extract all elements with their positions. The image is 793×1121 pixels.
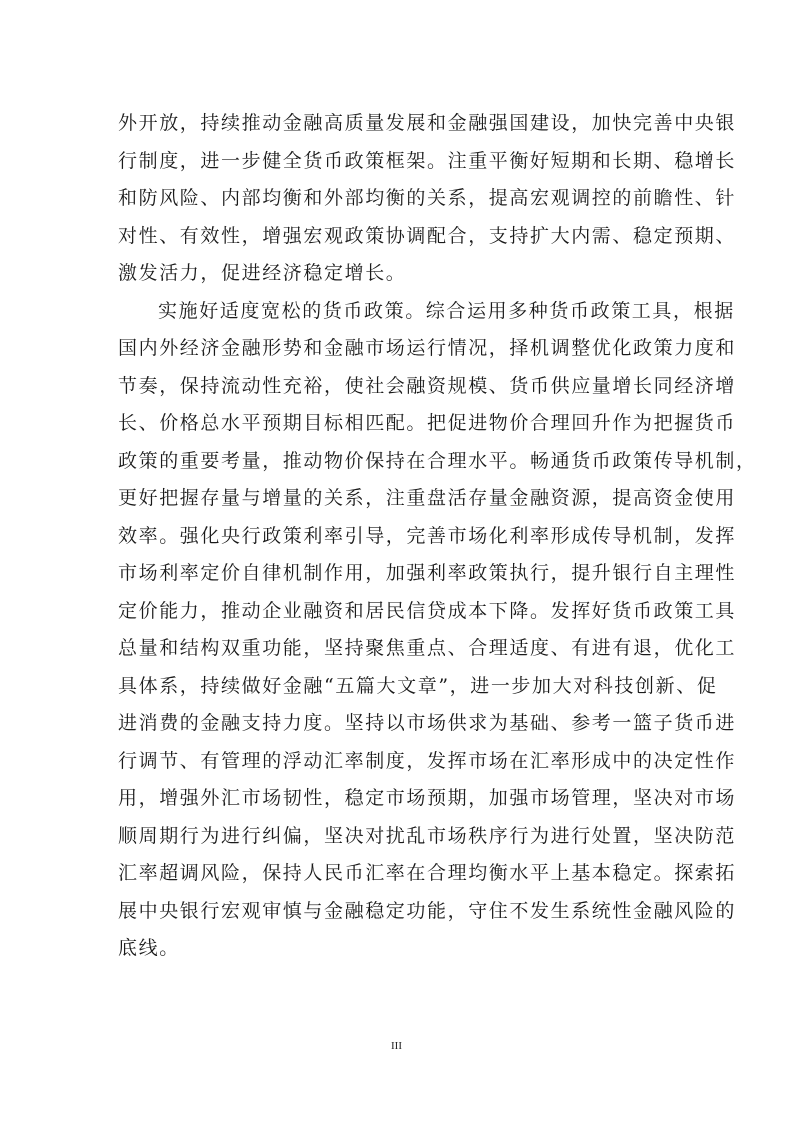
text-line: 行调节、有管理的浮动汇率制度，发挥市场在汇率形成中的决定性作 <box>118 749 737 772</box>
text-line: 国内外经济金融形势和金融市场运行情况，择机调整优化政策力度和 <box>118 337 737 359</box>
text-line: 底线。 <box>118 937 180 959</box>
text-line: 进消费的金融支持力度。坚持以市场供求为基础、参考一篮子货币进 <box>118 712 737 734</box>
text-line: 节奏，保持流动性充裕，使社会融资规模、货币供应量增长同经济增 <box>118 374 737 397</box>
text-line: 行制度，进一步健全货币政策框架。注重平衡好短期和长期、稳增长 <box>118 149 737 172</box>
text-line: 展中央银行宏观审慎与金融稳定功能，守住不发生系统性金融风险的 <box>118 899 737 922</box>
text-line: 效率。强化央行政策利率引导，完善市场化利率形成传导机制，发挥 <box>118 524 737 547</box>
text-line: 顺周期行为进行纠偏，坚决对扰乱市场秩序行为进行处置，坚决防范 <box>118 824 737 847</box>
paragraph-2 <box>118 293 757 968</box>
text-line: 激发活力，促进经济稳定增长。 <box>118 262 407 284</box>
text-line: 外开放，持续推动金融高质量发展和金融强国建设，加快完善中央银 <box>118 112 737 134</box>
text-line: 政策的重要考量，推动物价保持在合理水平。畅通货币政策传导机制， <box>118 449 757 472</box>
text-line: 汇率超调风险，保持人民币汇率在合理均衡水平上基本稳定。探索拓 <box>118 862 737 884</box>
text-line: 对性、有效性，增强宏观政策协调配合，支持扩大内需、稳定预期、 <box>118 224 737 247</box>
text-line: 长、价格总水平预期目标相匹配。把促进物价合理回升作为把握货币 <box>118 412 737 434</box>
page-number: III <box>391 1040 402 1052</box>
text-line: 总量和结构双重功能，坚持聚焦重点、合理适度、有进有退，优化工 <box>118 637 737 659</box>
text-line: 具体系，持续做好金融“五篇大文章”，进一步加大对科技创新、促 <box>118 674 718 697</box>
text-line: 用，增强外汇市场韧性，稳定市场预期，加强市场管理，坚决对市场 <box>118 787 737 809</box>
text-line: 更好把握存量与增量的关系，注重盘活存量金融资源，提高资金使用 <box>118 487 737 509</box>
text-line: 实施好适度宽松的货币政策。综合运用多种货币政策工具，根据 <box>158 299 735 322</box>
text-line: 市场利率定价自律机制作用，加强利率政策执行，提升银行自主理性 <box>118 562 737 584</box>
body-text <box>118 105 757 968</box>
text-line: 定价能力，推动企业融资和居民信贷成本下降。发挥好货币政策工具 <box>118 599 737 622</box>
text-line: 和防风险、内部均衡和外部均衡的关系，提高宏观调控的前瞻性、针 <box>118 187 737 209</box>
paragraph-1 <box>118 105 737 293</box>
